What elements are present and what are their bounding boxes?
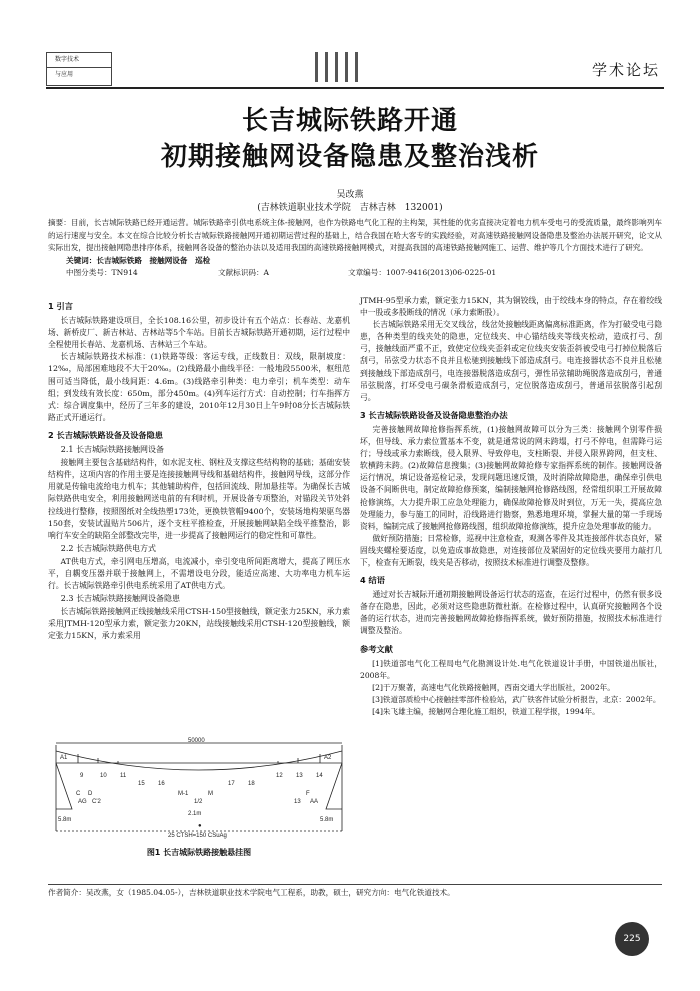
section-label: 学术论坛 bbox=[591, 61, 660, 79]
document-code: 文献标识码：A bbox=[218, 268, 270, 277]
header-rule bbox=[46, 87, 664, 89]
keywords: 关键词：长吉城际铁路 接触网设备 巡检 bbox=[66, 255, 211, 265]
article-number: 文章编号：1007-9416(2013)06-0225-01 bbox=[348, 268, 497, 277]
footnote-rule bbox=[48, 884, 662, 885]
left-column bbox=[48, 295, 350, 643]
fig-label: 1/2 bbox=[194, 799, 203, 805]
fig-label: 13 bbox=[294, 799, 301, 805]
section1-heading: 1 引言 bbox=[48, 301, 73, 311]
s1-paragraph1: 长吉城际铁路建设项目，全长108.16公里，初步设计有五个站点：长春站、龙嘉机场、新桥皮厂、新吉林站、吉林站等5个车站。目前长吉城际铁路开通初期，运行过程中全程使用长春站、龙嘉机场、吉林站三个车站。 bbox=[48, 316, 350, 350]
page-number: 225 bbox=[623, 934, 641, 944]
fig-label: ● bbox=[198, 823, 202, 829]
journal-tag-line2: 与应用 bbox=[55, 71, 74, 78]
fig-label: C bbox=[76, 791, 81, 797]
classification-row bbox=[48, 267, 662, 280]
dropper-label: 11 bbox=[120, 773, 127, 779]
s23-paragraph: 长吉城际铁路接触网正线接触线采用CTSH-150型接触线，额定张力25KN，承力索采用JTMH-120型承力索，额定张力20KN，站线接触线采用CTSH-120型接触线，额定张力15KN，承力索采用 bbox=[48, 607, 350, 641]
reference-item: [1]铁道部电气化工程局电气化勘测设计处.电气化铁道设计手册，中国铁道出版社，2008年。 bbox=[360, 658, 662, 680]
journal-logo-box bbox=[46, 52, 112, 86]
span-label: 50000 bbox=[188, 738, 205, 744]
abstract-text: 摘要：目前，长吉城际铁路已经开通运营。城际铁路牵引供电系统主体-接触网，也作为铁路电气化工程的主构架，其性能的优劣直接决定着电力机车受电弓的受流质量，最终影响列车的运行速度与安全。本文在综合比较分析长吉城际铁路接触网开通初期运营过程的基础上，结合我国在哈大客专的实践经验，对高速铁路接触网设备隐患及整治办法展开研究，论文从实际出发，提出接触网隐患排序体系，接触网各设备的整治办法以及适用我国的高速铁路接触网模式，对提高我国的高速铁路接触网施工、运营、维护等几个方面技术进行了研究。 bbox=[48, 218, 662, 252]
s21-paragraph: 接触网主要包含基础结构件，如水泥支柱、钢柱及支撑这些结构物的基础；基础安装结构件，这项内容的作用主要是连接接触网导线和基础结构件，接触网导线，这部分作用就是传输电流给电力机车；其他辅助构件，包括回流线、附加悬挂等。为确保长吉城际铁路供电安全，利用接触网送电前的有利时机，开展设备专项整治，对锚段关节处斜拉线进行整修，按照图纸对全线热塑173处，更换铁管帽9400个，安装场地构架驱鸟器150套，安装试温贴片506片，逐个支柱平推检查，开展接触网缺陷全线平推整治，影响行车安全的缺陷全部整改完毕，进一步提高了接触网运行的稳定性和可靠性。 bbox=[48, 458, 350, 540]
fig-label: AG bbox=[78, 799, 87, 805]
right-height-label: 5.8m bbox=[320, 817, 334, 823]
clc-number: 中图分类号：TN914 bbox=[66, 268, 138, 277]
abstract bbox=[48, 217, 662, 280]
fig-label: F bbox=[306, 791, 310, 797]
catenary-diagram bbox=[48, 737, 350, 841]
reference-item: [2]于万聚著，高速电气化铁路接触网，西南交通大学出版社，2002年。 bbox=[372, 682, 615, 692]
catenary-figure bbox=[48, 737, 350, 857]
left-height-label: 5.8m bbox=[58, 817, 72, 823]
label-a2: A2 bbox=[324, 755, 332, 761]
cable-spec-label: 25 CTSH=150 CSuAg bbox=[168, 833, 227, 839]
title-line2: 初期接触网设备隐患及整治浅析 bbox=[160, 142, 539, 172]
references-heading: 参考文献 bbox=[360, 643, 393, 654]
section3-heading: 3 长吉城际铁路设备及设备隐患整治办法 bbox=[360, 409, 508, 420]
s3-paragraph1: 完善接触网故障抢修指挥系统，(1)接触网故障可以分为三类：接触网个别零件损坏，但导线、承力索位置基本不变，就是通常说的网未跨塌，打弓不停电，但需降弓运行；导线或承力索断线，侵入限界、导致停电，支柱断裂、并侵入限界跨网，但支柱、软横跨未跨。(2)故障信息搜集；(3)接触网故障抢修专家指挥系统的制作。接触网设备运行情况，填记设备巡检记录，发现问题迅速反馈，及时消除故障隐患，确保牵引供电设备不间断供电，制定故障抢修预案，编制接触网抢修路线图，经常组织职工开展故障抢修演练，大力提升职工应急处理能力，确保故障抢修及时到位，万无一失，提高应急处理能力，参与施工的同时，沿线路进行勘察，熟悉地理环境，掌握大量的第一手现场资料，编制完成了接触网抢修路线图，组织故障抢修演练，提升应急处理事故的能力。 bbox=[360, 424, 662, 531]
reference-item: [4]朱飞雄主编，接触网合理化施工组织，铁道工程学报，1994年。 bbox=[372, 707, 600, 716]
fig-label: AA bbox=[310, 799, 319, 805]
mid-height-label: 2.1m bbox=[188, 811, 202, 817]
author-affiliation: (吉林铁道职业技术学院 吉林吉林 132001) bbox=[257, 203, 443, 213]
author-name: 吴改燕 bbox=[336, 190, 364, 200]
header-decoration-bars bbox=[315, 52, 363, 82]
journal-tag-line1: 数字技术 bbox=[47, 53, 111, 68]
s22-heading: 2.2 长吉城际铁路供电方式 bbox=[60, 543, 157, 553]
right-column bbox=[360, 295, 662, 718]
fig-label: 18 bbox=[248, 781, 255, 787]
dropper-label: 12 bbox=[276, 773, 283, 779]
fig-label: 17 bbox=[228, 781, 235, 787]
s22-paragraph: AT供电方式，牵引网电压增高，电流减小，牵引变电所间距离增大，提高了网压水平，自耦变压器并联于接触网上，不需增设电分段，能适应高速、大功率电力机车运行。长吉城际铁路牵引供电系统采用了AT供电方式。 bbox=[48, 556, 350, 591]
reference-item: [3]铁道部质检中心接触挂零部件检验站，武广铁客件试验分析报告，北京：2002年。 bbox=[372, 694, 661, 704]
s23-heading: 2.3 长吉城际铁路接触网设备隐患 bbox=[60, 594, 181, 604]
messenger-wire bbox=[56, 751, 342, 770]
title-line1: 长吉城际铁路开通 bbox=[241, 106, 458, 136]
s21-heading: 2.1 长吉城际铁路接触网设备 bbox=[60, 445, 165, 455]
figure-caption: 图1 长吉城际铁路接触悬挂图 bbox=[146, 848, 252, 857]
s1-paragraph2: 长吉城际铁路技术标准：(1)铁路等级：客运专线，正线数目：双线，限制坡度：12‰，局部困难地段不大于20‰。(2)线路最小曲线半径：一般地段5500米，枢纽范围可适当降低，最小线间距：4.6m。(3)线路牵引种类：电力牵引；机车类型：动车组；到发线有效长度：650m，部分450m。(4)列车运行方式：自动控制；行车指挥方式：综合调度集中，经历了三年多的建设，2010年12月30日上午9时08分长吉城际铁路正式开通运行。 bbox=[48, 352, 350, 422]
fig-label: 15 bbox=[138, 781, 145, 787]
fig-label: C'2 bbox=[92, 799, 101, 805]
fig-label: M-1 bbox=[178, 791, 189, 797]
right-paragraph2: 长吉城际铁路采用无交叉线岔，线岔处接触线距离偏离标准距离，作为打破受电弓隐患，各种类型的线夹处的隐患，定位线夹、中心锚结线夹等线夹松动，造成打弓、刮弓，接触线面严重不正，致使定位线夹歪斜或定位线夹安装歪斜被受电弓打掉位脱落后刮弓，吊弦受力状态不良并且松驰到接触线下部造成刮弓。电连接器状态不良并且松驰到接触线下部造成刮弓，电连接器脱落造成刮弓，弹性吊弦辅助绳脱落造成刮弓，普通吊弦脱落，打坏受电弓碳条滑板造成刮弓，定位脱落造成刮弓，普通吊弦脱落引起刮弓。 bbox=[360, 320, 662, 402]
s3-paragraph2: 做好预防措施；日常检修，巡视中注意检查，观测各零件及其连接部件状态良好，紧固线夹螺栓要适度，以免造成事故隐患，对连接部位及紧固好的定位线夹要用力敲打几下，检查有无断裂，线夹是否移动，按照技术标准进行调整及整修。 bbox=[360, 533, 662, 567]
left-support-bracket bbox=[56, 763, 72, 809]
section2-heading: 2 长吉城际铁路设备及设备隐患 bbox=[48, 429, 163, 440]
fig-label: D bbox=[88, 791, 93, 797]
fig-label: M bbox=[208, 791, 213, 797]
dropper-label: 9 bbox=[80, 773, 84, 779]
dropper-label: 13 bbox=[296, 773, 303, 779]
page-number-badge bbox=[615, 922, 649, 956]
label-a1: A1 bbox=[60, 755, 68, 761]
dropper-label: 14 bbox=[316, 773, 323, 779]
author-footnote: 作者简介：吴改燕，女（1985.04.05-），吉林铁道职业技术学院电气工程系，助教，硕士，研究方向：电气化铁道技术。 bbox=[48, 888, 455, 897]
dropper-label: 10 bbox=[100, 773, 107, 779]
right-support-bracket bbox=[326, 763, 342, 809]
s4-paragraph: 通过对长吉城际开通初期接触网设备运行状态的巡查，在运行过程中，仍然有很多设备存在隐患，因此，必须对这些隐患防微杜渐。在检修过程中，认真研究接触网各个设备的运行状态，进而完善接触网故障抢修指挥系统，做好预防措施，按照技术标准进行调整及整治。 bbox=[360, 590, 662, 636]
fig-label: 16 bbox=[158, 781, 165, 787]
section4-heading: 4 结语 bbox=[360, 575, 385, 586]
continued-paragraph: JTMH-95型承力索，额定张力15KN，其为铜铰线，由于绞线本身的特点，存在着绞线中一股或多股断线的情况（承力索断股）。 bbox=[360, 296, 662, 318]
